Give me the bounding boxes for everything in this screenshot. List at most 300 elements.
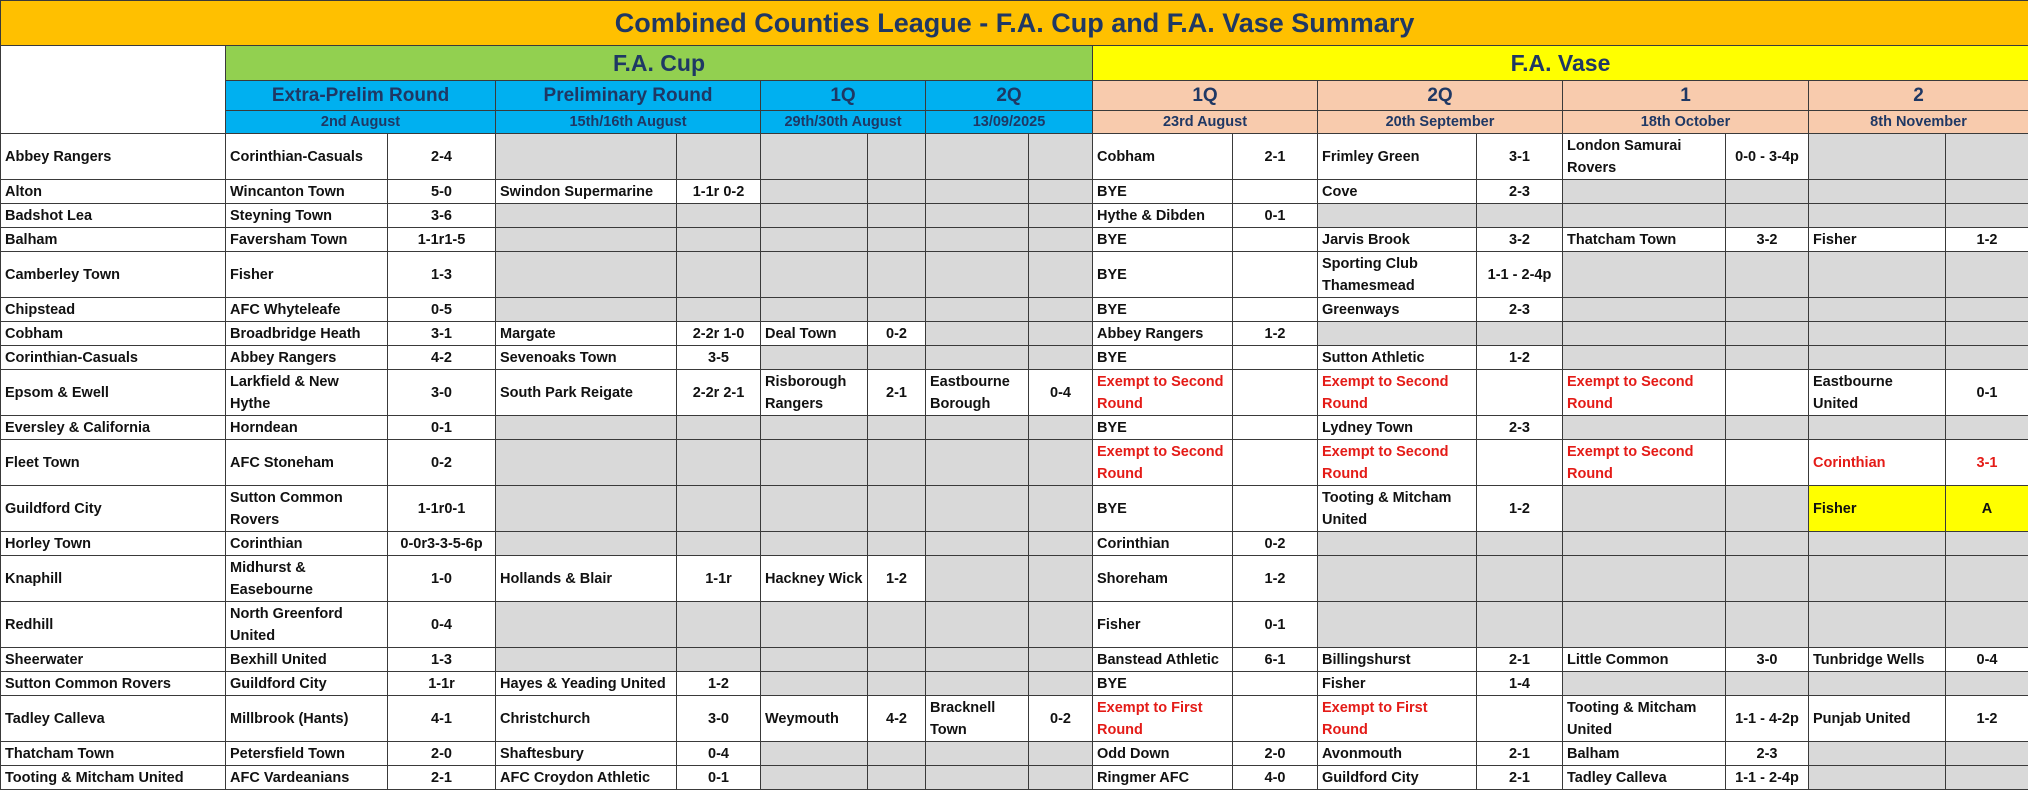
- empty-cell: [677, 486, 761, 532]
- round-header: Extra-Prelim Round: [226, 81, 496, 111]
- round-header: 1Q: [1093, 81, 1318, 111]
- table-row: [1, 370, 2028, 416]
- opponent-cell: South Park Reigate: [496, 370, 677, 416]
- opponent-cell: Fisher: [1093, 602, 1233, 648]
- empty-cell: [761, 766, 868, 790]
- score-cell: 2-4: [388, 134, 496, 180]
- club-name: Alton: [1, 180, 226, 204]
- score-cell: 0-4: [1029, 370, 1093, 416]
- opponent-cell: Exempt to Second Round: [1318, 440, 1477, 486]
- empty-cell: [1563, 322, 1726, 346]
- score-cell: [1233, 486, 1318, 532]
- round-header: 1Q: [761, 81, 926, 111]
- score-cell: 2-0: [388, 742, 496, 766]
- empty-cell: [1726, 298, 1809, 322]
- table-row: [1, 346, 2028, 370]
- score-cell: 1-2: [1946, 228, 2028, 252]
- score-cell: [1233, 252, 1318, 298]
- empty-cell: [496, 134, 677, 180]
- score-cell: [1233, 228, 1318, 252]
- score-cell: 0-0r3-3-5-6p: [388, 532, 496, 556]
- empty-cell: [1946, 416, 2028, 440]
- opponent-cell: Tooting & Mitcham United: [1318, 486, 1477, 532]
- score-cell: 1-2: [868, 556, 926, 602]
- empty-cell: [677, 204, 761, 228]
- empty-cell: [926, 766, 1029, 790]
- opponent-cell: Guildford City: [226, 672, 388, 696]
- score-cell: 3-0: [1726, 648, 1809, 672]
- empty-cell: [1946, 532, 2028, 556]
- round-date: 29th/30th August: [761, 111, 926, 134]
- club-name: Cobham: [1, 322, 226, 346]
- empty-cell: [1726, 532, 1809, 556]
- club-name: Eversley & California: [1, 416, 226, 440]
- empty-cell: [1029, 298, 1093, 322]
- empty-cell: [761, 252, 868, 298]
- score-cell: 0-1: [1233, 204, 1318, 228]
- score-cell: 2-2r 2-1: [677, 370, 761, 416]
- opponent-cell: Ringmer AFC: [1093, 766, 1233, 790]
- score-cell: 3-0: [677, 696, 761, 742]
- empty-cell: [496, 532, 677, 556]
- empty-cell: [1477, 602, 1563, 648]
- opponent-cell: BYE: [1093, 252, 1233, 298]
- round-header: 2Q: [926, 81, 1093, 111]
- empty-cell: [1809, 134, 1946, 180]
- club-name: Sutton Common Rovers: [1, 672, 226, 696]
- empty-cell: [926, 298, 1029, 322]
- table-row: [1, 532, 2028, 556]
- empty-cell: [496, 228, 677, 252]
- opponent-cell: Broadbridge Heath: [226, 322, 388, 346]
- empty-cell: [1029, 766, 1093, 790]
- opponent-cell: Hackney Wick: [761, 556, 868, 602]
- empty-cell: [1726, 180, 1809, 204]
- empty-cell: [1809, 602, 1946, 648]
- opponent-cell: Exempt to First Round: [1093, 696, 1233, 742]
- table-row: [1, 416, 2028, 440]
- empty-cell: [1809, 298, 1946, 322]
- empty-cell: [677, 252, 761, 298]
- opponent-cell: Wincanton Town: [226, 180, 388, 204]
- club-name: Abbey Rangers: [1, 134, 226, 180]
- empty-cell: [1563, 204, 1726, 228]
- empty-cell: [1318, 204, 1477, 228]
- table-row: [1, 440, 2028, 486]
- opponent-cell: Avonmouth: [1318, 742, 1477, 766]
- opponent-cell: Fisher: [1318, 672, 1477, 696]
- table-row: [1, 298, 2028, 322]
- empty-cell: [1946, 766, 2028, 790]
- opponent-cell: Exempt to Second Round: [1093, 440, 1233, 486]
- score-cell: 4-0: [1233, 766, 1318, 790]
- table-row: [1, 486, 2028, 532]
- fa-vase-header: F.A. Vase: [1093, 46, 2028, 81]
- score-cell: 2-3: [1726, 742, 1809, 766]
- empty-cell: [868, 672, 926, 696]
- opponent-cell: Exempt to Second Round: [1318, 370, 1477, 416]
- opponent-cell: BYE: [1093, 298, 1233, 322]
- opponent-cell: BYE: [1093, 346, 1233, 370]
- opponent-cell: Lydney Town: [1318, 416, 1477, 440]
- club-name: Redhill: [1, 602, 226, 648]
- empty-cell: [761, 648, 868, 672]
- score-cell: 0-4: [388, 602, 496, 648]
- score-cell: 0-1: [677, 766, 761, 790]
- club-name: Epsom & Ewell: [1, 370, 226, 416]
- empty-cell: [1726, 204, 1809, 228]
- score-cell: [1233, 346, 1318, 370]
- empty-cell: [761, 416, 868, 440]
- empty-cell: [1809, 416, 1946, 440]
- empty-cell: [926, 134, 1029, 180]
- empty-cell: [677, 416, 761, 440]
- score-cell: [1233, 180, 1318, 204]
- empty-cell: [761, 204, 868, 228]
- empty-cell: [1946, 742, 2028, 766]
- opponent-cell: Shoreham: [1093, 556, 1233, 602]
- score-cell: 4-2: [388, 346, 496, 370]
- opponent-cell: Fisher: [1809, 486, 1946, 532]
- empty-cell: [1946, 298, 2028, 322]
- opponent-cell: Fisher: [1809, 228, 1946, 252]
- opponent-cell: London Samurai Rovers: [1563, 134, 1726, 180]
- score-cell: 1-3: [388, 648, 496, 672]
- round-date: 2nd August: [226, 111, 496, 134]
- opponent-cell: Hollands & Blair: [496, 556, 677, 602]
- score-cell: 2-3: [1477, 416, 1563, 440]
- empty-cell: [1809, 742, 1946, 766]
- empty-cell: [496, 486, 677, 532]
- empty-cell: [868, 766, 926, 790]
- score-cell: 0-2: [388, 440, 496, 486]
- opponent-cell: Billingshurst: [1318, 648, 1477, 672]
- opponent-cell: Banstead Athletic: [1093, 648, 1233, 672]
- empty-cell: [1726, 486, 1809, 532]
- empty-cell: [761, 134, 868, 180]
- score-cell: 0-0 - 3-4p: [1726, 134, 1809, 180]
- opponent-cell: Petersfield Town: [226, 742, 388, 766]
- score-cell: 3-1: [1946, 440, 2028, 486]
- empty-cell: [926, 416, 1029, 440]
- score-cell: 3-2: [1726, 228, 1809, 252]
- empty-cell: [496, 298, 677, 322]
- opponent-cell: Odd Down: [1093, 742, 1233, 766]
- fa-cup-header: F.A. Cup: [226, 46, 1093, 81]
- score-cell: 2-3: [1477, 180, 1563, 204]
- opponent-cell: Frimley Green: [1318, 134, 1477, 180]
- opponent-cell: Hythe & Dibden: [1093, 204, 1233, 228]
- opponent-cell: BYE: [1093, 416, 1233, 440]
- empty-cell: [496, 416, 677, 440]
- opponent-cell: AFC Croydon Athletic: [496, 766, 677, 790]
- opponent-cell: Corinthian: [226, 532, 388, 556]
- empty-cell: [761, 486, 868, 532]
- empty-cell: [1809, 252, 1946, 298]
- empty-cell: [1563, 556, 1726, 602]
- empty-cell: [761, 298, 868, 322]
- table-row: [1, 228, 2028, 252]
- opponent-cell: Jarvis Brook: [1318, 228, 1477, 252]
- score-cell: 1-1r1-5: [388, 228, 496, 252]
- opponent-cell: Exempt to First Round: [1318, 696, 1477, 742]
- score-cell: 3-6: [388, 204, 496, 228]
- score-cell: 2-2r 1-0: [677, 322, 761, 346]
- opponent-cell: Exempt to Second Round: [1563, 370, 1726, 416]
- opponent-cell: Tunbridge Wells: [1809, 648, 1946, 672]
- club-rows: [1, 134, 2028, 790]
- score-cell: 4-2: [868, 696, 926, 742]
- empty-cell: [868, 532, 926, 556]
- empty-cell: [677, 298, 761, 322]
- score-cell: 6-1: [1233, 648, 1318, 672]
- round-date: 18th October: [1563, 111, 1809, 134]
- empty-cell: [1029, 346, 1093, 370]
- score-cell: 0-1: [1946, 370, 2028, 416]
- empty-cell: [1809, 204, 1946, 228]
- opponent-cell: Faversham Town: [226, 228, 388, 252]
- empty-cell: [1726, 346, 1809, 370]
- empty-cell: [1809, 556, 1946, 602]
- opponent-cell: BYE: [1093, 672, 1233, 696]
- round-date: 23rd August: [1093, 111, 1318, 134]
- empty-cell: [1946, 134, 2028, 180]
- empty-cell: [868, 602, 926, 648]
- empty-cell: [1726, 556, 1809, 602]
- empty-cell: [1029, 672, 1093, 696]
- empty-cell: [926, 228, 1029, 252]
- score-cell: 1-3: [388, 252, 496, 298]
- empty-cell: [677, 134, 761, 180]
- empty-cell: [1946, 672, 2028, 696]
- empty-cell: [868, 648, 926, 672]
- opponent-cell: Cobham: [1093, 134, 1233, 180]
- opponent-cell: Abbey Rangers: [226, 346, 388, 370]
- empty-cell: [761, 440, 868, 486]
- round-header: 2Q: [1318, 81, 1563, 111]
- opponent-cell: Shaftesbury: [496, 742, 677, 766]
- round-header: 2: [1809, 81, 2028, 111]
- empty-cell: [677, 532, 761, 556]
- empty-cell: [926, 252, 1029, 298]
- score-cell: [1477, 440, 1563, 486]
- corner-cell: [1, 46, 226, 134]
- opponent-cell: Sutton Athletic: [1318, 346, 1477, 370]
- opponent-cell: Sporting Club Thamesmead: [1318, 252, 1477, 298]
- table-row: [1, 134, 2028, 180]
- empty-cell: [1029, 416, 1093, 440]
- score-cell: [1233, 672, 1318, 696]
- empty-cell: [761, 602, 868, 648]
- empty-cell: [496, 440, 677, 486]
- club-name: Chipstead: [1, 298, 226, 322]
- empty-cell: [677, 440, 761, 486]
- round-date: 8th November: [1809, 111, 2028, 134]
- score-cell: 2-1: [1477, 766, 1563, 790]
- score-cell: [1726, 370, 1809, 416]
- empty-cell: [761, 228, 868, 252]
- opponent-cell: Tooting & Mitcham United: [1563, 696, 1726, 742]
- empty-cell: [1726, 322, 1809, 346]
- opponent-cell: Punjab United: [1809, 696, 1946, 742]
- score-cell: 2-3: [1477, 298, 1563, 322]
- opponent-cell: Abbey Rangers: [1093, 322, 1233, 346]
- score-cell: 3-1: [388, 322, 496, 346]
- opponent-cell: Deal Town: [761, 322, 868, 346]
- score-cell: 1-1 - 2-4p: [1726, 766, 1809, 790]
- empty-cell: [677, 602, 761, 648]
- empty-cell: [1477, 204, 1563, 228]
- empty-cell: [1029, 602, 1093, 648]
- opponent-cell: Weymouth: [761, 696, 868, 742]
- opponent-cell: AFC Whyteleafe: [226, 298, 388, 322]
- opponent-cell: Eastbourne Borough: [926, 370, 1029, 416]
- table-row: [1, 742, 2028, 766]
- empty-cell: [1946, 556, 2028, 602]
- empty-cell: [496, 648, 677, 672]
- empty-cell: [926, 440, 1029, 486]
- score-cell: 3-2: [1477, 228, 1563, 252]
- empty-cell: [1726, 416, 1809, 440]
- empty-cell: [1477, 532, 1563, 556]
- empty-cell: [1318, 532, 1477, 556]
- opponent-cell: Tadley Calleva: [1563, 766, 1726, 790]
- empty-cell: [1809, 322, 1946, 346]
- opponent-cell: Corinthian-Casuals: [226, 134, 388, 180]
- empty-cell: [1318, 556, 1477, 602]
- club-name: Thatcham Town: [1, 742, 226, 766]
- empty-cell: [1809, 532, 1946, 556]
- score-cell: 2-1: [1233, 134, 1318, 180]
- score-cell: 5-0: [388, 180, 496, 204]
- club-name: Guildford City: [1, 486, 226, 532]
- opponent-cell: AFC Vardeanians: [226, 766, 388, 790]
- empty-cell: [868, 416, 926, 440]
- opponent-cell: Sevenoaks Town: [496, 346, 677, 370]
- score-cell: 1-2: [1946, 696, 2028, 742]
- empty-cell: [926, 322, 1029, 346]
- table-row: [1, 556, 2028, 602]
- opponent-cell: Larkfield & New Hythe: [226, 370, 388, 416]
- table-row: [1, 252, 2028, 298]
- empty-cell: [761, 346, 868, 370]
- empty-cell: [1029, 180, 1093, 204]
- score-cell: 3-1: [1477, 134, 1563, 180]
- club-name: Balham: [1, 228, 226, 252]
- empty-cell: [1946, 602, 2028, 648]
- round-header: 1: [1563, 81, 1809, 111]
- score-cell: 1-2: [1233, 322, 1318, 346]
- score-cell: 1-1r: [388, 672, 496, 696]
- round-date: 15th/16th August: [496, 111, 761, 134]
- score-cell: 1-2: [1233, 556, 1318, 602]
- table-row: [1, 602, 2028, 648]
- opponent-cell: Exempt to Second Round: [1563, 440, 1726, 486]
- empty-cell: [1946, 252, 2028, 298]
- empty-cell: [1946, 180, 2028, 204]
- table-row: [1, 696, 2028, 742]
- empty-cell: [1563, 346, 1726, 370]
- empty-cell: [1029, 252, 1093, 298]
- empty-cell: [868, 440, 926, 486]
- empty-cell: [496, 602, 677, 648]
- empty-cell: [868, 486, 926, 532]
- empty-cell: [1477, 322, 1563, 346]
- empty-cell: [496, 204, 677, 228]
- score-cell: 0-2: [1029, 696, 1093, 742]
- empty-cell: [868, 742, 926, 766]
- empty-cell: [926, 672, 1029, 696]
- empty-cell: [1029, 228, 1093, 252]
- empty-cell: [868, 346, 926, 370]
- empty-cell: [1563, 180, 1726, 204]
- empty-cell: [1029, 532, 1093, 556]
- table-row: [1, 766, 2028, 790]
- empty-cell: [926, 648, 1029, 672]
- round-date: 20th September: [1318, 111, 1563, 134]
- club-name: Camberley Town: [1, 252, 226, 298]
- empty-cell: [868, 252, 926, 298]
- score-cell: 1-1 - 4-2p: [1726, 696, 1809, 742]
- empty-cell: [1563, 602, 1726, 648]
- score-cell: [1233, 298, 1318, 322]
- opponent-cell: Thatcham Town: [1563, 228, 1726, 252]
- table-row: [1, 322, 2028, 346]
- score-cell: 3-0: [388, 370, 496, 416]
- opponent-cell: Sutton Common Rovers: [226, 486, 388, 532]
- score-cell: 0-2: [868, 322, 926, 346]
- empty-cell: [1563, 298, 1726, 322]
- club-name: Badshot Lea: [1, 204, 226, 228]
- empty-cell: [761, 532, 868, 556]
- empty-cell: [868, 180, 926, 204]
- score-cell: [1477, 696, 1563, 742]
- empty-cell: [1029, 648, 1093, 672]
- score-cell: [1233, 440, 1318, 486]
- score-cell: 2-0: [1233, 742, 1318, 766]
- empty-cell: [926, 556, 1029, 602]
- opponent-cell: BYE: [1093, 228, 1233, 252]
- opponent-cell: AFC Stoneham: [226, 440, 388, 486]
- score-cell: A: [1946, 486, 2028, 532]
- opponent-cell: Corinthian: [1809, 440, 1946, 486]
- empty-cell: [1029, 486, 1093, 532]
- empty-cell: [1318, 602, 1477, 648]
- club-name: Tooting & Mitcham United: [1, 766, 226, 790]
- score-cell: [1233, 696, 1318, 742]
- empty-cell: [926, 180, 1029, 204]
- score-cell: 1-1r: [677, 556, 761, 602]
- opponent-cell: Guildford City: [1318, 766, 1477, 790]
- opponent-cell: Margate: [496, 322, 677, 346]
- club-name: Tadley Calleva: [1, 696, 226, 742]
- empty-cell: [1946, 204, 2028, 228]
- empty-cell: [868, 228, 926, 252]
- opponent-cell: Greenways: [1318, 298, 1477, 322]
- round-header: Preliminary Round: [496, 81, 761, 111]
- score-cell: 2-1: [868, 370, 926, 416]
- club-name: Corinthian-Casuals: [1, 346, 226, 370]
- empty-cell: [1029, 322, 1093, 346]
- round-date: 13/09/2025: [926, 111, 1093, 134]
- score-cell: 4-1: [388, 696, 496, 742]
- empty-cell: [761, 742, 868, 766]
- club-name: Fleet Town: [1, 440, 226, 486]
- score-cell: 1-0: [388, 556, 496, 602]
- score-cell: 1-2: [1477, 486, 1563, 532]
- empty-cell: [1726, 252, 1809, 298]
- page-title: Combined Counties League - F.A. Cup and F.A. Vase Summary: [1, 1, 2028, 46]
